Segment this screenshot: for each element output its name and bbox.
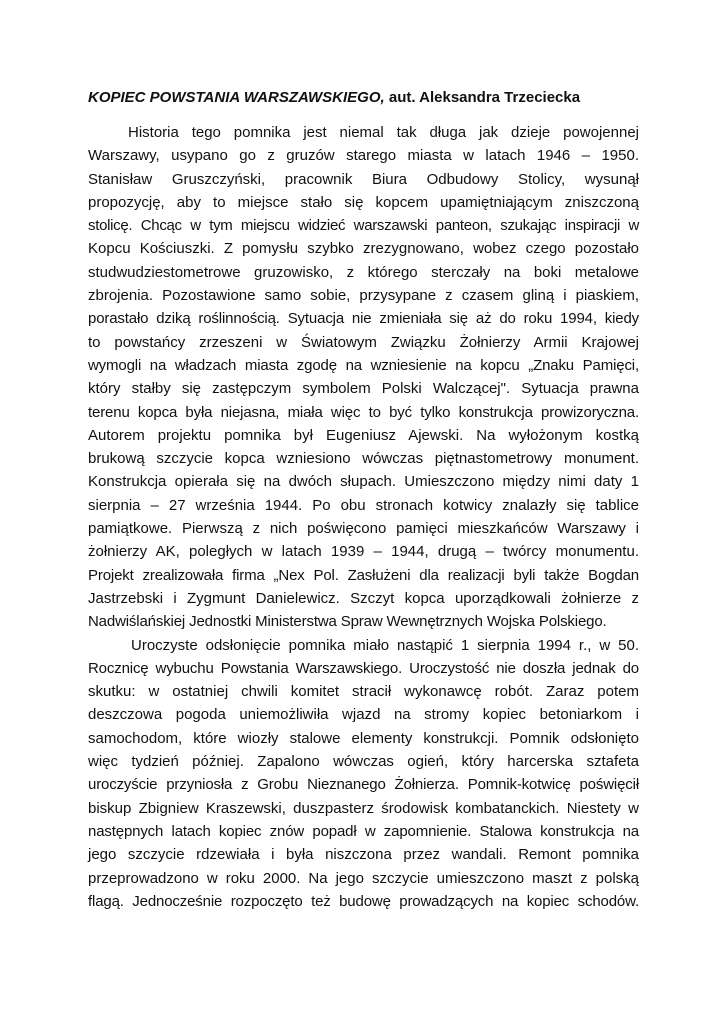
paragraph-1-line: żołnierzy AK, poległych w latach 1939 – 1944, drugą – twórcy monumentu. (88, 543, 639, 561)
paragraph-2-line: flagą. Jednocześnie rozpoczęto też budowę prowadzących na kopiec schodów. (88, 892, 639, 910)
document-title (88, 86, 639, 109)
paragraph-1-line: studwudziestometrowe gruzowisko, z którego sterczały na boki metalowe (88, 263, 639, 281)
paragraph-1-line: Nadwiślańskiej Jednostki Ministerstwa Spraw Wewnętrznych Wojska Polskiego. (88, 613, 607, 631)
paragraph-1-line: zbrojenia. Pozostawione samo sobie, przysypane z czasem gliną i piaskiem, (88, 287, 639, 305)
paragraph-1-line: propozycję, aby to miejsce stało się kopcem upamiętniającym zniszczoną (88, 193, 639, 211)
paragraph-1-line: terenu kopca była niejasna, miała więc to być tylko konstrukcja prowizoryczna. (88, 403, 639, 421)
paragraph-1-line: Kopcu Kościuszki. Z pomysłu szybko zrezygnowano, wobez czego pozostało (88, 240, 639, 258)
paragraph-2-line: następnych latach kopiec znów popadł w zapomnienie. Stalowa konstrukcja na (88, 822, 639, 840)
paragraph-2-line: biskup Zbigniew Kraszewski, duszpasterz środowisk kombatanckich. Niestety w (88, 799, 639, 817)
paragraph-1-line: brukową szczycie kopca wzniesiono wówczas piętnastometrowy monument. (88, 450, 639, 468)
paragraph-1-line: Historia tego pomnika jest niemal tak długa jak dzieje powojennej (128, 124, 639, 141)
paragraph-2-line: przeprowadzono w roku 2000. Na jego szczycie umieszczono maszt z polską (88, 869, 639, 887)
paragraph-1-line: Projekt zrealizowała firma „Nex Pol. Zasłużeni dla realizacji byli także Bogdan (88, 566, 639, 584)
paragraph-1-line: sierpnia – 27 września 1944. Po obu stronach kotwicy znalazły się tablice (88, 496, 639, 514)
paragraph-2-line: uroczyście przyniosła z Grobu Nieznanego Żołnierza. Pomnik-kotwicę poświęcił (88, 776, 639, 794)
paragraph-1-line: stolicę. Chcąc w tym miejscu widzieć warszawski panteon, szukając inspiracji w (88, 217, 639, 235)
paragraph-2-line: deszczowa pogoda uniemożliwiła wjazd na stromy kopiec betoniarkom i (88, 706, 639, 724)
title-italic: KOPIEC POWSTANIA WARSZAWSKIEGO, (88, 89, 385, 106)
paragraph-2-line: Rocznicę wybuchu Powstania Warszawskiego. Uroczystość nie doszła jednak do (88, 659, 639, 677)
paragraph-1-line: to powstańcy zrzeszeni w Światowym Związku Żołnierzy Armii Krajowej (88, 333, 639, 351)
paragraph-2-line: Uroczyste odsłonięcie pomnika miało nastąpić 1 sierpnia 1994 r., w 50. (131, 636, 639, 654)
paragraph-1-line: Warszawy, usypano go z gruzów starego miasta w latach 1946 – 1950. (88, 147, 639, 165)
paragraph-1-line: Autorem projektu pomnika był Eugeniusz Ajewski. Na wyłożonym kostką (88, 426, 639, 444)
paragraph-2-line: samochodom, które wiozły stalowe elementy konstrukcji. Pomnik odsłonięto (88, 729, 639, 747)
document-page (88, 86, 639, 913)
paragraph-1-line: który stałby się zastępczym symbolem Polski Walczącej". Sytuacja prawna (88, 380, 639, 398)
paragraph-2-line: więc tydzień później. Zapalono wówczas ogień, który harcerska sztafeta (88, 753, 639, 771)
paragraph-2-line: jego szczycie rdzewiała i była niszczona przez wandali. Remont pomnika (88, 846, 639, 864)
paragraph-1-line: Jastrzebski i Zygmunt Danielewicz. Szczyt kopca uporządkowali żołnierze z (88, 589, 639, 607)
paragraph-1-line: pamiątkowe. Pierwszą z nich poświęcono pamięci mieszkańców Warszawy i (88, 520, 639, 538)
paragraph-2 (88, 634, 639, 914)
paragraph-1-line: Stanisław Gruszczyński, pracownik Biura Odbudowy Stolicy, wysunął (88, 170, 639, 188)
paragraph-1-line: porastało dziką roślinnością. Sytuacja nie zmieniała się aż do roku 1994, kiedy (88, 310, 639, 328)
title-author: aut. Aleksandra Trzeciecka (384, 89, 581, 106)
paragraph-1-line: Konstrukcja opierała się na dwóch słupach. Umieszczono między nimi daty 1 (88, 473, 639, 491)
paragraph-1-line: wymogli na władzach miasta zgodę na wzniesienie na kopcu „Znaku Pamięci, (88, 356, 639, 374)
paragraph-2-line: skutku: w ostatniej chwili komitet stracił wykonawcę robót. Zaraz potem (88, 683, 639, 701)
paragraph-1 (88, 121, 639, 634)
